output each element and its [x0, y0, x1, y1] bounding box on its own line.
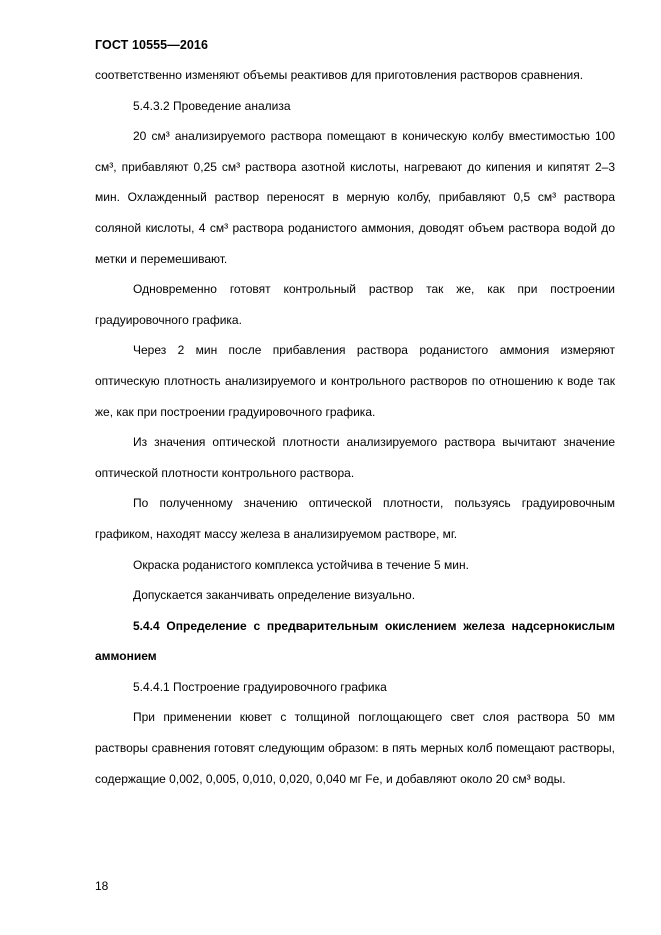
paragraph-reference-solutions: При применении кювет с толщиной поглощающего свет слоя раствора 50 мм растворы сравнения готовят следующим образом: в пять мерных колб помещают растворы, содержащие 0,002, 0,005, 0,010, 0,020, 0,040 мг Fe, и добавляют около 20 см³ воды.	[95, 710, 615, 786]
paragraph-control-solution: Одновременно готовят контрольный раствор так же, как при построении градуировочного графика.	[95, 282, 615, 327]
paragraph-find-iron-mass: По полученному значению оптической плотности, пользуясь градуировочным графиком, находят массу железа в анализируемом растворе, мг.	[95, 496, 615, 541]
section-heading-5-4-4: 5.4.4 Определение с предварительным окислением железа надсернокислым аммонием	[95, 618, 615, 664]
paragraph-visual-determination: Допускается заканчивать определение визуально.	[133, 588, 416, 603]
paragraph-subtract-control: Из значения оптической плотности анализируемого раствора вычитают значение оптической плотности контрольного раствора.	[95, 435, 615, 480]
page-number: 18	[95, 879, 109, 893]
paragraph-complex-stability: Окраска роданистого комплекса устойчива в течение 5 мин.	[133, 557, 469, 572]
paragraph-continuation: соответственно изменяют объемы реактивов для приготовления растворов сравнения.	[95, 68, 584, 82]
section-heading-5-4-4-1: 5.4.4.1 Построение градуировочного графика	[133, 679, 387, 694]
paragraph-analysis-procedure: 20 см³ анализируемого раствора помещают в коническую колбу вместимостью 100 см³, прибавляют 0,25 см³ раствора азотной кислоты, нагревают до кипения и кипятят 2–3 мин. Охлажденный раствор переносят в мерную колбу, прибавляют 0,5 см³ раствора соляной кислоты, 4 см³ раствора роданистого аммония, доводят объем раствора водой до метки и перемешивают.	[95, 129, 615, 266]
section-heading-5-4-3-2: 5.4.3.2 Проведение анализа	[133, 98, 291, 113]
paragraph-optical-density-measurement: Через 2 мин после прибавления раствора роданистого аммония измеряют оптическую плотность анализируемого и контрольного растворов по отношению к воде так же, как при построении градуировочного графика.	[95, 343, 615, 419]
document-header: ГОСТ 10555—2016	[95, 38, 209, 52]
document-body	[95, 60, 615, 794]
